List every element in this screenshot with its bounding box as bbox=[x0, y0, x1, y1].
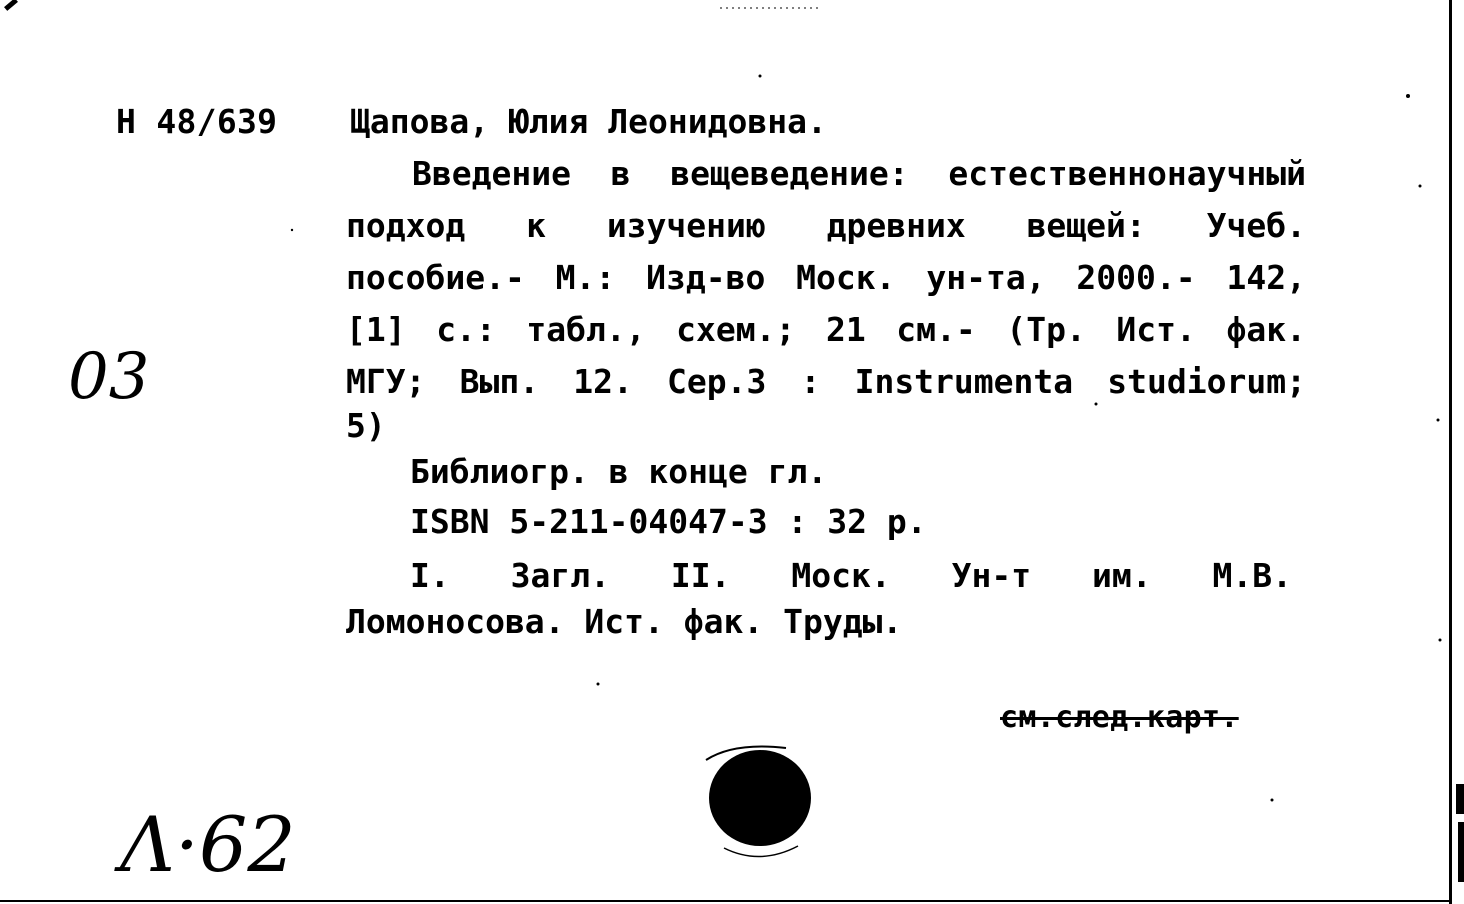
handwritten-shelf-mark: Λ·62 bbox=[120, 800, 296, 889]
word: ун-та, bbox=[926, 258, 1046, 297]
word: подход bbox=[346, 206, 466, 245]
scan-mark-top-left bbox=[4, 0, 18, 11]
speckle bbox=[1419, 185, 1422, 188]
word: схем.; bbox=[676, 310, 796, 349]
call-number: Н 48/639 bbox=[116, 102, 278, 141]
speckle bbox=[291, 229, 293, 231]
title-line-3 bbox=[346, 260, 1306, 296]
word: II. bbox=[670, 556, 731, 595]
scan-mark-right bbox=[1456, 784, 1464, 814]
word: вещеведение: bbox=[670, 154, 909, 193]
word: изучению bbox=[606, 206, 766, 245]
speckle bbox=[1271, 799, 1274, 802]
tracing-line-2: Ломоносова. Ист. фак. Труды. bbox=[346, 602, 903, 641]
continuation-note: см.след.карт. bbox=[1000, 700, 1239, 735]
word: пособие.- bbox=[346, 258, 525, 297]
word: Загл. bbox=[510, 556, 610, 595]
word: М.В. bbox=[1212, 556, 1292, 595]
speckle bbox=[1439, 639, 1442, 642]
word: Сер.3 bbox=[667, 362, 767, 401]
title-line-4 bbox=[346, 312, 1306, 348]
word: табл., bbox=[526, 310, 646, 349]
word: Ист. bbox=[1116, 310, 1196, 349]
word: Учеб. bbox=[1206, 206, 1306, 245]
word: I. bbox=[410, 556, 450, 595]
word: Instrumenta bbox=[854, 362, 1074, 401]
punch-hole-shape bbox=[709, 750, 811, 846]
word: Изд-во bbox=[646, 258, 766, 297]
word: древних bbox=[826, 206, 966, 245]
title-line-1 bbox=[412, 156, 1306, 192]
word: Моск. bbox=[796, 258, 896, 297]
word: М.: bbox=[555, 258, 616, 297]
title-line-6: 5) bbox=[346, 406, 386, 445]
catalog-entry bbox=[346, 104, 1306, 644]
word: в bbox=[610, 154, 631, 193]
speckle bbox=[1437, 419, 1440, 422]
word: Введение bbox=[412, 154, 571, 193]
speckle bbox=[759, 75, 762, 78]
word: 142, bbox=[1226, 258, 1306, 297]
word: им. bbox=[1091, 556, 1152, 595]
word: фак. bbox=[1226, 310, 1306, 349]
word: studiorum; bbox=[1107, 362, 1306, 401]
word: (Тр. bbox=[1006, 310, 1086, 349]
isbn-price: ISBN 5-211-04047-3 : 32 р. bbox=[410, 502, 927, 541]
scan-mark-right-2 bbox=[1458, 822, 1464, 882]
punch-hole bbox=[694, 738, 834, 878]
bibliography-note: Библиогр. в конце гл. bbox=[410, 452, 828, 491]
word: Вып. bbox=[459, 362, 540, 401]
word: естественнонаучный bbox=[948, 154, 1306, 193]
word: 21 bbox=[825, 310, 866, 349]
word: к bbox=[526, 206, 546, 245]
word: : bbox=[800, 362, 821, 401]
word: с.: bbox=[436, 310, 496, 349]
punch-hole-edge-bottom bbox=[724, 846, 798, 857]
title-line-2 bbox=[346, 208, 1306, 244]
word: вещей: bbox=[1026, 206, 1146, 245]
speckle bbox=[1406, 94, 1410, 98]
word: Моск. bbox=[791, 556, 891, 595]
word: 2000.- bbox=[1076, 258, 1196, 297]
tracing-line-1 bbox=[410, 558, 1292, 594]
title-line-5 bbox=[346, 364, 1306, 400]
word: 12. bbox=[573, 362, 633, 401]
word: [1] bbox=[346, 310, 406, 349]
author-heading: Щапова, Юлия Леонидовна. bbox=[350, 102, 827, 141]
speckle bbox=[597, 683, 600, 686]
handwritten-margin-mark: 03 bbox=[68, 340, 150, 414]
word: см.- bbox=[896, 310, 976, 349]
word: Ун-т bbox=[951, 556, 1032, 595]
card-right-edge bbox=[1449, 0, 1452, 904]
word: МГУ; bbox=[346, 362, 426, 401]
card-bottom-edge bbox=[0, 900, 1452, 902]
